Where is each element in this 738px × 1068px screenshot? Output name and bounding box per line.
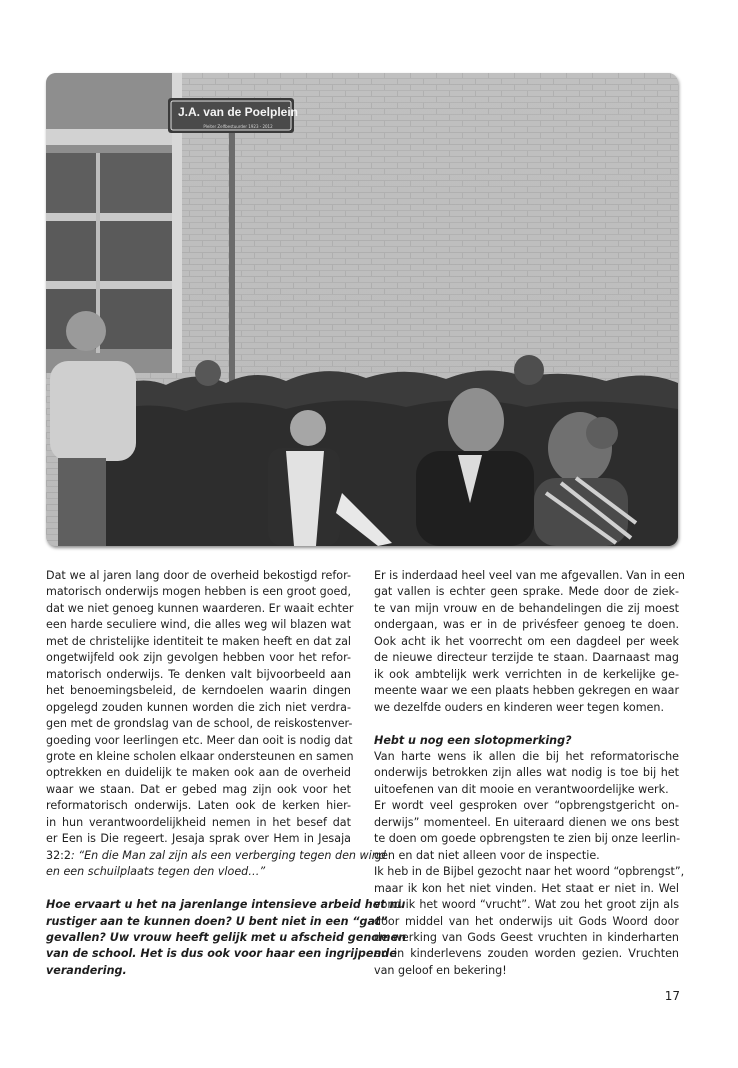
text-line: matorisch onderwijs. Te denken valt bijvoorbeeld aan [46,667,351,681]
text-line: van geloof en bekering! [374,963,507,977]
text-line: ondergaan, was er in de privésfeer genoeg te doen. [374,618,679,632]
text-line: de werking van Gods Geest vruchten in kinderharten [374,930,679,944]
text-line: meente waar we een plaats hebben gekregen en waar [374,684,680,698]
text-line: maar ik kon het niet vinden. Het staat er niet in. Wel [374,881,679,895]
answer-paragraph-1 [374,568,685,716]
right-column [374,568,685,979]
text-line: te doen om goede opbrengsten te zien bij onze leerlin- [374,832,681,846]
text-line: uitoefenen van dit mooie en verantwoordelijke werk. [374,782,669,796]
street-sign-title: J.A. van de Poelplein [177,105,299,119]
text-line: dat we niet genoeg kunnen waarderen. Er waait echter [46,601,354,615]
text-line: Van harte wens ik allen die bij het reformatorische [374,749,679,763]
question-line: gevallen? Uw vrouw heeft gelijk met u afscheid genomen [46,930,407,944]
text-line: opgelegd zouden kunnen worden die zich niet verdra- [46,700,351,714]
text-line: Ook acht ik het voorrecht om een dagdeel per week [374,634,679,648]
paragraph-identity [46,568,386,881]
text-line: goeding voor leerlingen etc. Meer dan ooit is nodig dat [46,733,353,747]
text-line: gat vallen is echter geen sprake. Mede door de ziek- [374,585,679,599]
text-line: Ik heb in de Bijbel gezocht naar het woord “opbrengst”, [374,865,685,879]
text-line: derwijs” momenteel. En uiteraard dienen we ons best [374,815,679,829]
text-line: Dat we al jaren lang door de overheid bekostigd refor- [46,569,351,582]
text-line: we dezelfde ouders en kinderen weer tegen komen. [374,700,664,714]
photo-street-sign-unveiling [46,73,678,546]
answer-paragraph-2 [374,749,685,979]
text-line: onderwijs betrokken zijn alles wat nodig is toe bij het [374,766,679,780]
quote-text: : “En die Man zal zijn als een verberging tegen den wind [71,848,386,862]
text-line: grote en kleine scholen elkaar ondersteunen en samen [46,749,354,763]
text-line: gen met de grondslag van de school, de reiskostenver- [46,717,353,731]
page-number: 17 [664,989,680,1003]
question-line: rustiger aan te kunnen doen? U bent niet in een “gat” [46,914,388,928]
text-line: en in kinderlevens zouden worden gezien. Vruchten [374,947,679,961]
photo-illustration [46,73,678,546]
text-line: ongetwijfeld ook zijn gevolgen hebben voor het refor- [46,651,351,665]
text-line: het benoemingsbeleid, de kerndoelen waarin dingen [46,684,351,698]
street-sign-subtitle: Pleiter Zelfbestuurder 1923 - 2012 [203,124,273,129]
text-line: te van mijn vrouw en de behandelingen die zij moest [374,601,679,615]
text-line: Er wordt veel gesproken over “opbrengstgericht on- [374,799,679,813]
text-line: door middel van het onderwijs uit Gods Woord door [374,914,679,928]
text-line: in hun verantwoordelijkheid nemen in het besef dat [46,815,351,829]
text-line: gen en dat niet alleen voor de inspectie. [374,848,600,862]
text-line: reformatorisch onderwijs. Laten ook de kerken hier- [46,799,351,813]
text-line: optrekken en duidelijk te maken ook aan de overheid [46,766,351,780]
text-line: vond ik het woord “vrucht”. Wat zou het groot zijn als [374,898,679,912]
text-line: de nieuwe directeur terzijde te staan. Daarnaast mag [374,651,679,665]
quote-reference: 32:2 [46,848,72,862]
text-line: een harde seculiere wind, die alles weg wil blazen wat [46,618,351,632]
question-line: verandering. [46,963,127,977]
left-column [46,568,407,979]
text-line: met de christelijke identiteit te maken heeft en dat zal [46,634,351,648]
text-line: waar we staan. Dat er gebed mag zijn ook voor het [46,782,351,796]
quote-line-2: en een schuilplaats tegen den vloed…” [46,865,266,879]
quote-line-1 [46,848,386,864]
text-line: matorisch onderwijs mogen hebben is een groot goed, [46,585,351,599]
text-line: Er is inderdaad heel veel van me afgevallen. Van in een [374,569,685,582]
question-line: Hoe ervaart u het na jarenlange intensieve arbeid het nu [46,898,406,912]
text-line: ik ook ambtelijk werk verrichten in de kerkelijke ge- [374,667,679,681]
text-line: er Een is Die regeert. Jesaja sprak over Hem in Jesaja [46,832,351,846]
paragraph-gap [374,716,679,732]
interview-question-1 [46,897,407,979]
interview-question-2: Hebt u nog een slotopmerking? [374,733,572,747]
question-line: van de school. Het is dus ook voor haar een ingrijpende [46,947,397,961]
paragraph-gap [46,881,351,897]
